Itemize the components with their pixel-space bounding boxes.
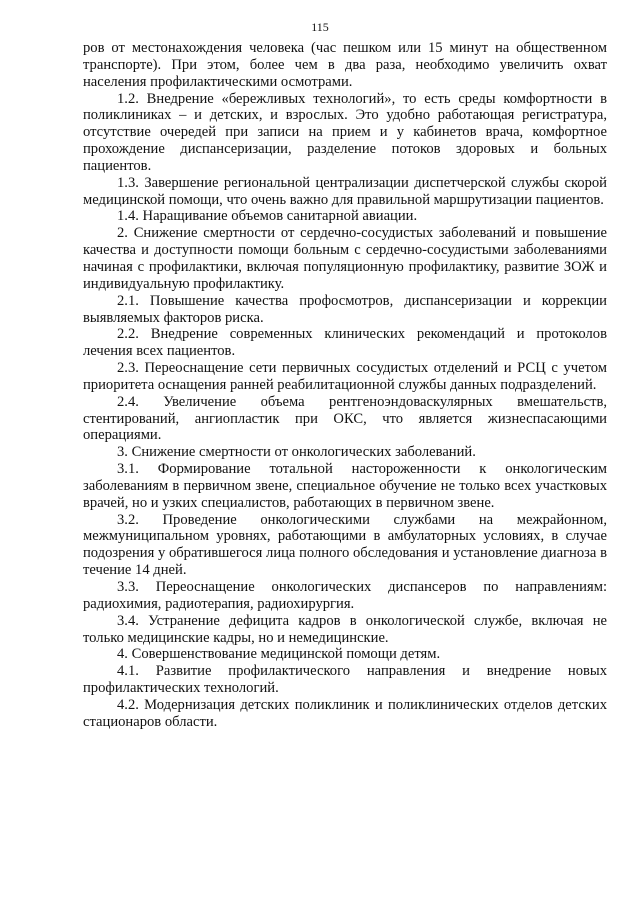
paragraph-4-1: 4.1. Развитие профилактического направления и внедрение новых профилактических технологий. (83, 663, 607, 697)
paragraph-continued: ров от местонахождения человека (час пешком или 15 минут на общественном транспорте). При этом, более чем в два раза, необходимо увеличить охват населения профилактическими осмотрами. (83, 40, 607, 90)
paragraph-2: 2. Снижение смертности от сердечно-сосудистых заболеваний и повышение качества и доступности помощи больным с сердечно-сосудистыми заболеваниями начиная с профилактики, включая популяционную профилактику, развитие ЗОЖ и индивидуальную профилактику. (83, 225, 607, 292)
paragraph-2-2: 2.2. Внедрение современных клинических рекомендаций и протоколов лечения всех пациентов. (83, 326, 607, 360)
paragraph-1-2: 1.2. Внедрение «бережливых технологий», то есть среды комфортности в поликлиниках – и детских, и взрослых. Это удобно работающая регистратура, отсутствие очередей при записи на прием и у кабинетов врача, комфортное прохождение диспансеризации, разделение потоков здоровых и больных пациентов. (83, 90, 607, 174)
paragraph-3: 3. Снижение смертности от онкологических заболеваний. (117, 444, 476, 461)
page-number: 115 (311, 20, 329, 34)
page-body-text (83, 40, 607, 731)
paragraph-3-4: 3.4. Устранение дефицита кадров в онкологической службе, включая не только медицинские кадры, но и немедицинские. (83, 612, 607, 646)
paragraph-4-2: 4.2. Модернизация детских поликлиник и поликлинических отделов детских стационаров области. (83, 696, 607, 730)
paragraph-2-4: 2.4. Увеличение объема рентгеноэндоваскулярных вмешательств, стентирований, ангиопластик при ОКС, что является жизнеспасающими операциями. (83, 393, 607, 444)
paragraph-1-3: 1.3. Завершение региональной централизации диспетчерской службы скорой медицинской помощи, что очень важно для правильной маршрутизации пациентов. (83, 174, 607, 208)
paragraph-3-3: 3.3. Переоснащение онкологических диспансеров по направлениям: радиохимия, радиотерапия, радиохирургия. (83, 579, 607, 612)
paragraph-3-1: 3.1. Формирование тотальной настороженности к онкологическим заболеваниям в первичном звене, специальное обучение не только всех участковых врачей, но и узких специалистов, работающих в первичном звене. (83, 461, 607, 511)
paragraph-3-2: 3.2. Проведение онкологическими службами на межрайонном, межмуниципальном уровнях, работающими в амбулаторных условиях, в случае подозрения у обратившегося лица полного обследования и установление диагноза в течение 14 дней. (83, 511, 607, 579)
paragraph-1-4: 1.4. Наращивание объемов санитарной авиации. (117, 208, 418, 225)
paragraph-4: 4. Совершенствование медицинской помощи детям. (117, 646, 441, 663)
paragraph-2-3: 2.3. Переоснащение сети первичных сосудистых отделений и РСЦ с учетом приоритета оснащения ранней реабилитационной службы данных подразделений. (83, 360, 607, 393)
paragraph-2-1: 2.1. Повышение качества профосмотров, диспансеризации и коррекции выявляемых факторов риска. (83, 292, 607, 326)
